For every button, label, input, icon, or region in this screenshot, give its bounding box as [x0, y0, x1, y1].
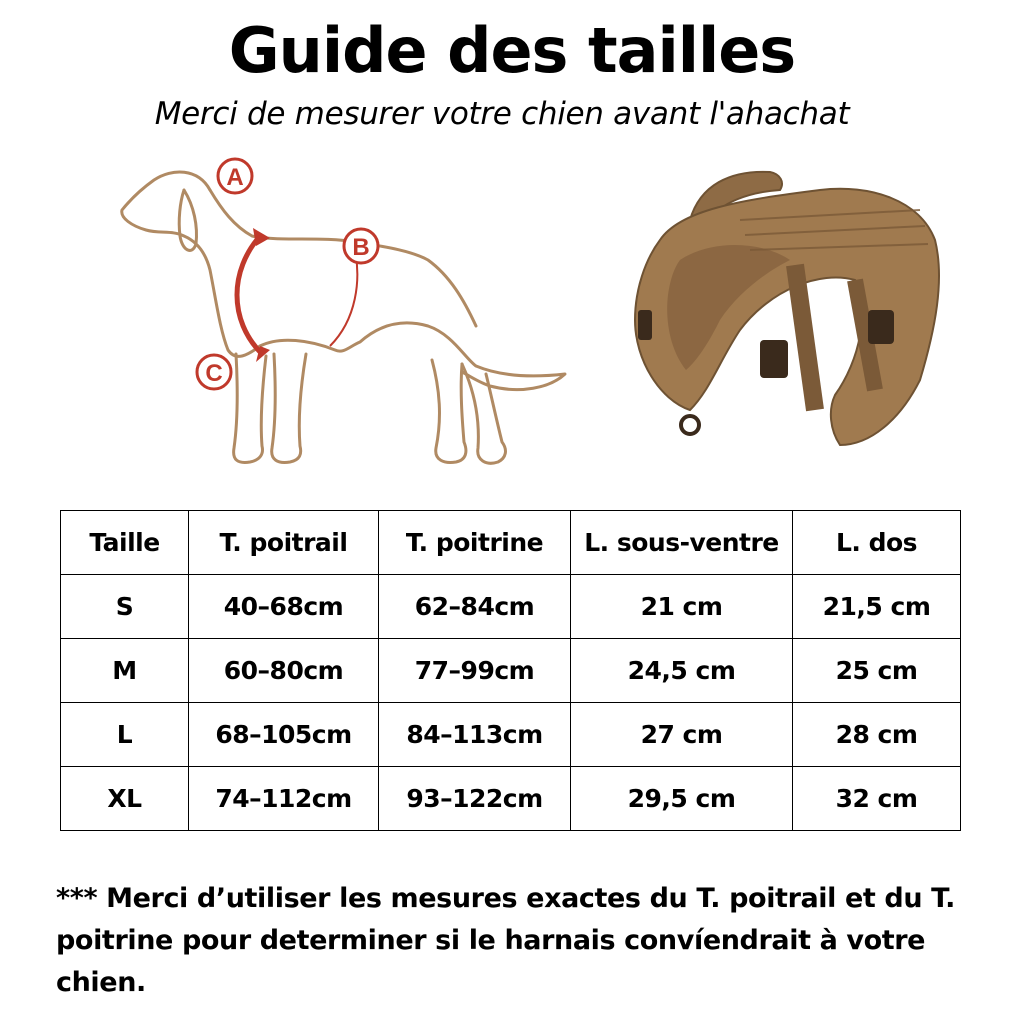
cell-dos: 32 cm: [793, 767, 961, 831]
page-subtitle: Merci de mesurer votre chien avant l'ahachat: [154, 96, 850, 132]
cell-sous-ventre: 27 cm: [571, 703, 793, 767]
cell-poitrail: 60–80cm: [189, 639, 379, 703]
cell-dos: 21,5 cm: [793, 575, 961, 639]
dog-outline: [122, 172, 565, 463]
header-poitrail: T. poitrail: [189, 511, 379, 575]
table-header-row: [61, 511, 961, 575]
cell-sous-ventre: 24,5 cm: [571, 639, 793, 703]
header-taille: Taille: [61, 511, 189, 575]
svg-text:B: B: [352, 234, 370, 261]
marker-c: [197, 355, 231, 389]
cell-poitrail: 68–105cm: [189, 703, 379, 767]
header-poitrine: T. poitrine: [379, 511, 571, 575]
svg-text:C: C: [205, 360, 223, 387]
dog-measurement-diagram: [110, 150, 590, 490]
d-ring-icon: [681, 416, 699, 434]
cell-poitrine: 77–99cm: [379, 639, 571, 703]
header-sous-ventre: L. sous-ventre: [571, 511, 793, 575]
measurement-arrow: [237, 228, 270, 362]
cell-poitrine: 84–113cm: [379, 703, 571, 767]
cell-size: XL: [61, 767, 189, 831]
cell-dos: 28 cm: [793, 703, 961, 767]
header-dos: L. dos: [793, 511, 961, 575]
cell-dos: 25 cm: [793, 639, 961, 703]
svg-text:A: A: [226, 164, 244, 191]
buckle-icon: [760, 340, 788, 378]
page-title: Guide des tailles: [228, 14, 796, 87]
cell-size: M: [61, 639, 189, 703]
buckle-icon: [868, 310, 894, 344]
marker-b: [344, 229, 378, 263]
table-row: [61, 767, 961, 831]
marker-a: [218, 159, 252, 193]
measurement-note: *** Merci d’utiliser les mesures exactes du T. poitrail et du T. poitrine pour determiner si le harnais convíendrait à votre chien.: [56, 883, 955, 998]
table-row: [61, 639, 961, 703]
cell-sous-ventre: 21 cm: [571, 575, 793, 639]
cell-size: L: [61, 703, 189, 767]
cell-size: S: [61, 575, 189, 639]
cell-poitrine: 62–84cm: [379, 575, 571, 639]
size-table: [60, 510, 961, 831]
cell-poitrail: 74–112cm: [189, 767, 379, 831]
cell-poitrine: 93–122cm: [379, 767, 571, 831]
harness-image: [620, 160, 960, 460]
table-row: [61, 575, 961, 639]
cell-sous-ventre: 29,5 cm: [571, 767, 793, 831]
table-row: [61, 703, 961, 767]
cell-poitrail: 40–68cm: [189, 575, 379, 639]
